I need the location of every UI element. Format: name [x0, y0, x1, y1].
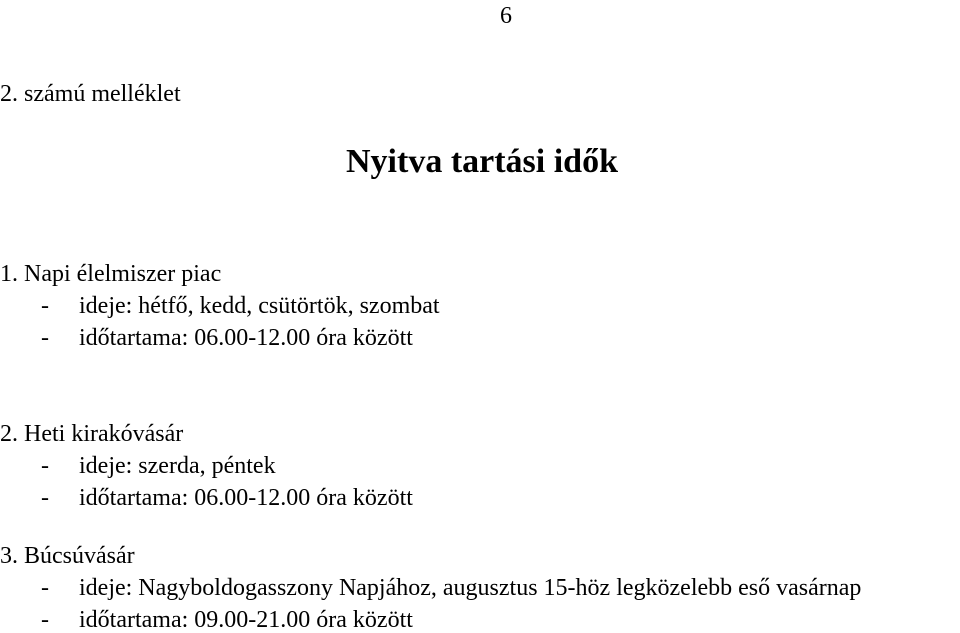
dash-bullet: - [41, 607, 49, 633]
dash-bullet: - [41, 293, 49, 319]
annex-label: 2. számú melléklet [0, 81, 181, 107]
page-number: 6 [500, 3, 512, 29]
list-item-text: ideje: hétfő, kedd, csütörtök, szombat [79, 293, 440, 319]
dash-bullet: - [41, 575, 49, 601]
section-heading: 1. Napi élelmiszer piac [0, 261, 222, 287]
dash-bullet: - [41, 453, 49, 479]
list-item-text: időtartama: 06.00-12.00 óra között [79, 325, 413, 351]
list-item-text: időtartama: 09.00-21.00 óra között [79, 607, 413, 633]
section-heading: 3. Búcsúvásár [0, 543, 135, 569]
document-title: Nyitva tartási idők [346, 143, 618, 180]
dash-bullet: - [41, 325, 49, 351]
list-item-text: ideje: Nagyboldogasszony Napjához, augusztus 15-höz legközelebb eső vasárnap [79, 575, 862, 601]
list-item-text: időtartama: 06.00-12.00 óra között [79, 485, 413, 511]
dash-bullet: - [41, 485, 49, 511]
section-heading: 2. Heti kirakóvásár [0, 421, 184, 447]
list-item-text: ideje: szerda, péntek [79, 453, 276, 479]
